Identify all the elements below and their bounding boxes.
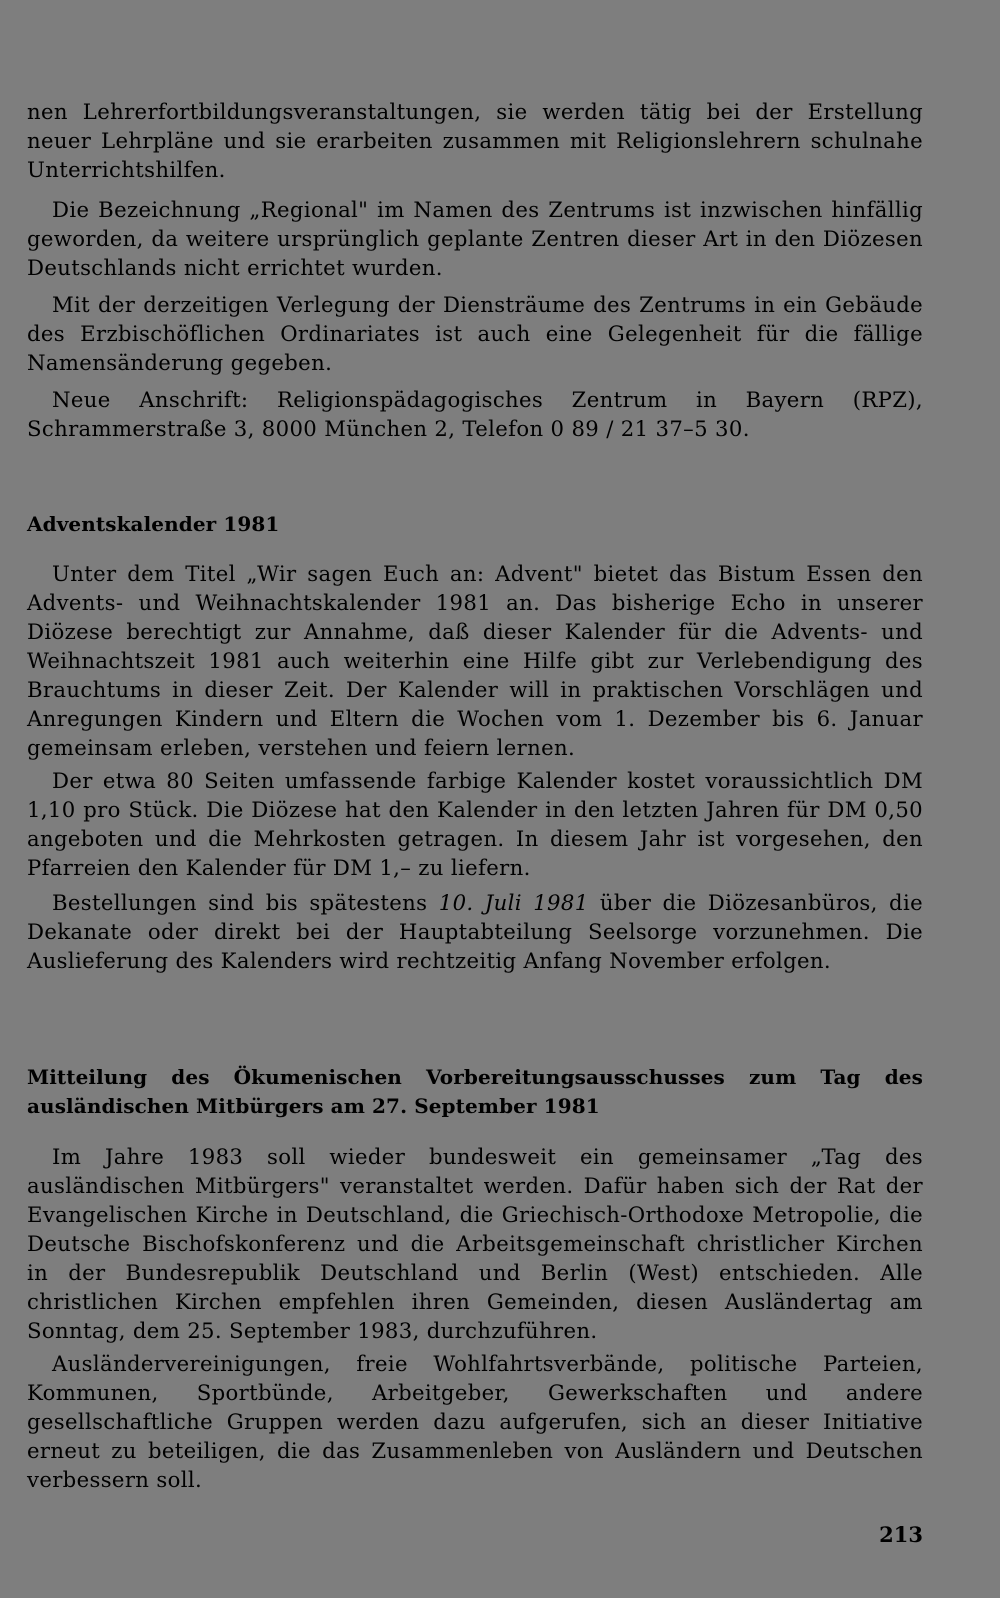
paragraph-oekumene-1: Im Jahre 1983 soll wieder bundesweit ein gemeinsamer „Tag des ausländischen Mitbürgers" veranstaltet werden. Dafür haben sich der Rat der Evangelischen Kirche in Deutschland, die Griechisch-Orthodoxe Metropolie, die Deutsche Bischofskonferenz und die Arbeitsgemeinschaft christlicher Kirchen in der Bundesrepublik Deutschland und Berlin (West) entschieden. Alle christlichen Kirchen empfehlen ihren Gemeinden, diesen Ausländertag am Sonntag, dem 25. September 1983, durchzuführen. — [27, 1144, 923, 1343]
section-heading-advent: Adventskalender 1981 — [27, 512, 280, 536]
paragraph-regional: Die Bezeichnung „Regional" im Namen des Zentrums ist inzwischen hinfällig geworden, da weitere ursprünglich geplante Zentren dieser Art in den Diözesen Deutschlands nicht errichtet wurden. — [27, 197, 923, 280]
document-page — [27, 0, 923, 1598]
section-heading-oekumene: Mitteilung des Ökumenischen Vorbereitungsausschusses zum Tag des ausländischen Mitbürgers am 27. September 1981 — [27, 1065, 923, 1118]
paragraph-anschrift: Neue Anschrift: Religionspädagogisches Zentrum in Bayern (RPZ), Schrammerstraße 3, 8000 München 2, Telefon 0 89 / 21 37–5 30. — [27, 387, 923, 441]
paragraph-verlegung: Mit der derzeitigen Verlegung der Diensträume des Zentrums in ein Gebäude des Erzbischöflichen Ordinariates ist auch eine Gelegenheit für die fällige Namensänderung gegeben. — [27, 292, 923, 375]
paragraph-oekumene-2: Ausländervereinigungen, freie Wohlfahrtsverbände, politische Parteien, Kommunen, Sportbünde, Arbeitgeber, Gewerkschaften und andere gesellschaftliche Gruppen werden dazu aufgerufen, sich an dieser Initiative erneut zu beteiligen, die das Zusammenleben von Ausländern und Deutschen verbessern soll. — [27, 1351, 923, 1492]
paragraph-continuation: nen Lehrerfortbildungsveranstaltungen, sie werden tätig bei der Erstellung neuer Lehrpläne und sie erarbeiten zusammen mit Religionslehrern schulnahe Unterrichtshilfen. — [27, 99, 923, 182]
paragraph-advent-3-end: über die Diözesanbüros, die Dekanate oder direkt bei der Hauptabteilung Seelsorge vorzunehmen. Die Auslieferung des Kalenders wird rechtzeitig Anfang November erfolgen. — [27, 890, 923, 973]
order-deadline-date: 10. Juli 1981 — [438, 890, 589, 915]
page-number: 213 — [879, 1522, 923, 1547]
paragraph-advent-2: Der etwa 80 Seiten umfassende farbige Kalender kostet voraussichtlich DM 1,10 pro Stück. Die Diözese hat den Kalender in den letzten Jahren für DM 0,50 angeboten und die Mehrkosten getragen. In diesem Jahr ist vorgesehen, den Pfarreien den Kalender für DM 1,– zu liefern. — [27, 768, 923, 880]
paragraph-advent-3-start: Bestellungen sind bis spätestens — [52, 890, 439, 915]
paragraph-advent-1: Unter dem Titel „Wir sagen Euch an: Advent" bietet das Bistum Essen den Advents- und Weihnachtskalender 1981 an. Das bisherige Echo in unserer Diözese berechtigt zur Annahme, daß dieser Kalender für die Advents- und Weihnachtszeit 1981 auch weiterhin eine Hilfe gibt zur Verlebendigung des Brauchtums in dieser Zeit. Der Kalender will in praktischen Vorschlägen und Anregungen Kindern und Eltern die Wochen vom 1. Dezember bis 6. Januar gemeinsam erleben, verstehen und feiern lernen. — [27, 561, 923, 760]
paragraph-advent-3 — [27, 888, 923, 975]
